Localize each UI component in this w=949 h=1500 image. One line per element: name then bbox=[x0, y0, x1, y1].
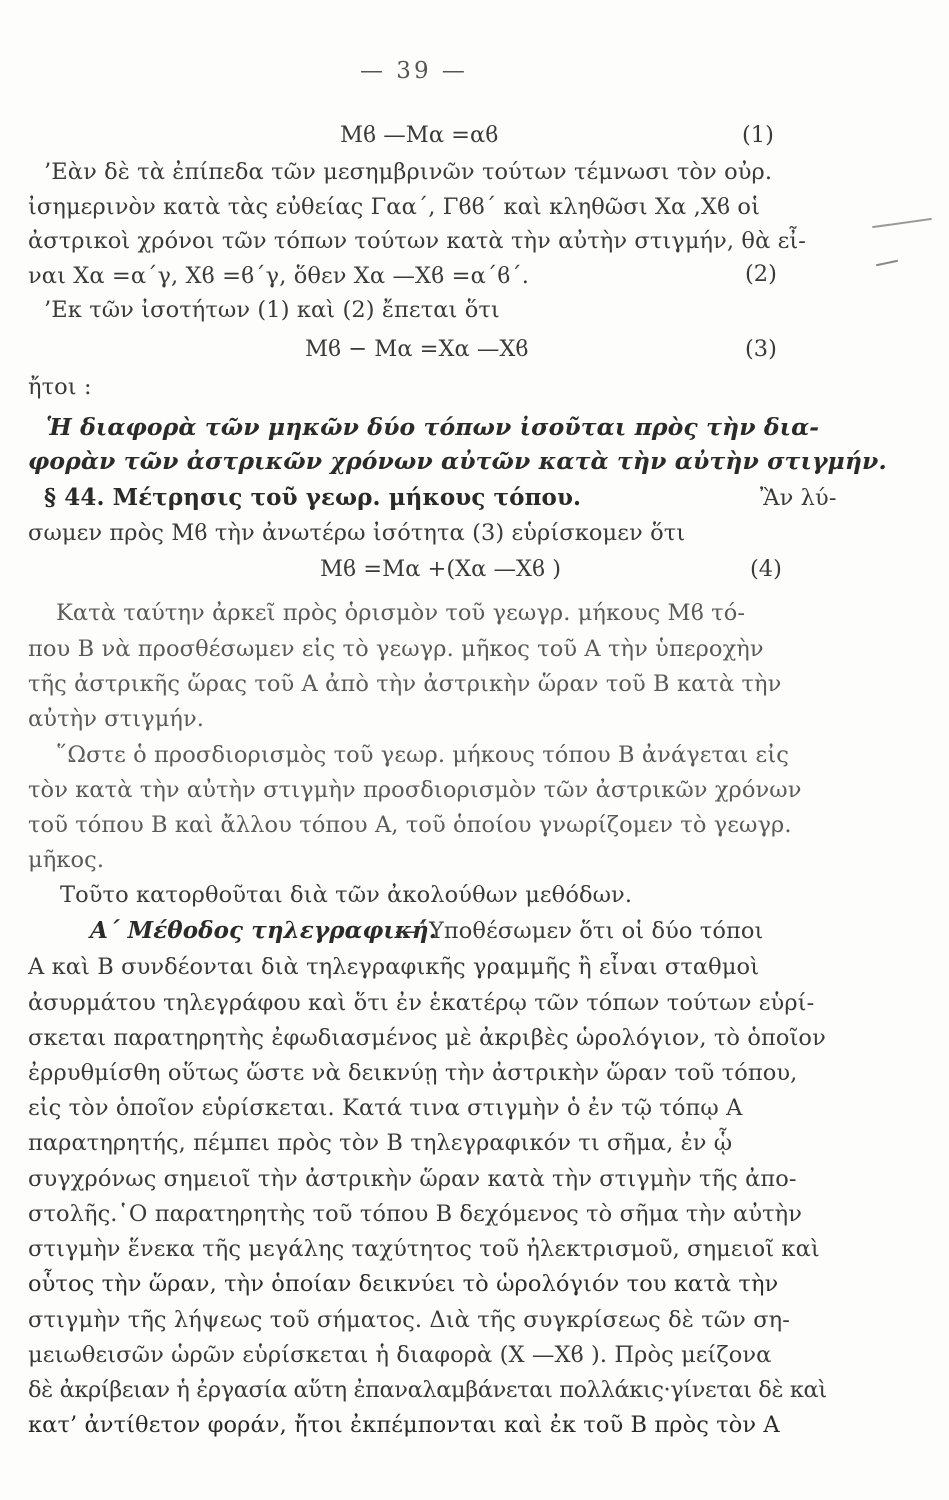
text-line: τοῦ τόπου Β καὶ ἄλλου τόπου Α, τοῦ ὁποίου γνωρίζομεν τὸ γεωγρ. bbox=[28, 812, 792, 838]
equation-4: Μϐ =Μα +(Χα —Χϐ ) bbox=[320, 556, 562, 582]
text-line: ναι Χα =α΄γ, Χϐ =ϐ΄γ, ὅθεν Χα —Χϐ =α΄ϐ΄. bbox=[28, 263, 530, 289]
text-line: στολῆς.῾Ο παρατηρητὴς τοῦ τόπου Β δεχόμενος τὸ σῆμα τὴν αὐτὴν bbox=[28, 1201, 803, 1227]
text-line: σωμεν πρὸς Μϐ τὴν ἀνωτέρω ἰσότητα (3) εὑρίσκομεν ὅτι bbox=[28, 520, 686, 546]
text-line: ἀστρικοὶ χρόνοι τῶν τόπων τούτων κατὰ τὴν αὐτὴν στιγμήν, θὰ εἶ- bbox=[28, 228, 806, 254]
text-line: ἰσημερινὸν κατὰ τὰς εὐθείας Γαα΄, Γϐϐ΄ καὶ κληθῶσι Χα ,Χϐ οἱ bbox=[28, 194, 760, 220]
section-heading: § 44. Μέτρησις τοῦ γεωρ. μήκους τόπου. bbox=[44, 484, 582, 511]
text-line: ἐρρυθμίσθη οὕτως ὥστε νὰ δεικνύῃ τὴν ἀστρικὴν ὥραν τοῦ τόπου, bbox=[28, 1060, 798, 1086]
equation-3: Μϐ − Μα =Χα —Χϐ bbox=[305, 336, 529, 362]
text-line: Ἂν λύ- bbox=[760, 485, 837, 511]
equation-4-number: (4) bbox=[750, 556, 782, 582]
text-line: ’Εὰν δὲ τὰ ἐπίπεδα τῶν μεσημβρινῶν τούτων τέμνωσι τὸν οὐρ. bbox=[44, 159, 773, 185]
text-line: ῞Ωστε ὁ προσδιορισμὸς τοῦ γεωρ. μήκους τόπου Β ἀνάγεται εἰς bbox=[56, 742, 789, 768]
equation-1-number: (1) bbox=[742, 122, 774, 148]
text-line: στιγμὴν ἕνεκα τῆς μεγάλης ταχύτητος τοῦ ἠλεκτρισμοῦ, σημειοῖ καὶ bbox=[28, 1236, 820, 1262]
margin-mark bbox=[876, 260, 898, 267]
theorem-line: φορὰν τῶν ἀστρικῶν χρόνων αὐτῶν κατὰ τὴν αὐτὴν στιγμήν. bbox=[28, 447, 887, 475]
page-number: — 39 — bbox=[360, 58, 468, 84]
text-line: οὗτος τὴν ὥραν, τὴν ὁποίαν δεικνύει τὸ ὡρολόγιόν του κατὰ τὴν bbox=[28, 1271, 779, 1297]
text-line: Κατὰ ταύτην ἀρκεῖ πρὸς ὁρισμὸν τοῦ γεωγρ. μήκους Μϐ τό- bbox=[56, 600, 746, 626]
text-line: ἤτοι : bbox=[28, 374, 92, 400]
text-line: σκεται παρατηρητὴς ἐφωδιασμένος μὲ ἀκριβὲς ὡρολόγιον, τὸ ὁποῖον bbox=[28, 1025, 826, 1051]
theorem-line: Ἡ διαφορὰ τῶν μηκῶν δύο τόπων ἰσοῦται πρὸς τὴν δια- bbox=[46, 413, 820, 441]
text-line: αὐτὴν στιγμήν. bbox=[28, 706, 205, 732]
text-line: κατ’ ἀντίθετον φοράν, ἤτοι ἐκπέμπονται καὶ ἐκ τοῦ Β πρὸς τὸν Α bbox=[28, 1412, 780, 1438]
text-line: συγχρόνως σημειοῖ τὴν ἀστρικὴν ὥραν κατὰ τὴν στιγμὴν τῆς ἀπο- bbox=[28, 1166, 797, 1192]
margin-mark bbox=[872, 218, 932, 228]
equation-1: Μϐ —Μα =αϐ bbox=[340, 122, 499, 148]
text-line: —῾Υποθέσωμεν ὅτι οἱ δύο τόποι bbox=[395, 918, 764, 944]
text-line: που Β νὰ προσθέσωμεν εἰς τὸ γεωγρ. μῆκος τοῦ Α τὴν ὑπεροχὴν bbox=[28, 636, 764, 662]
text-line: ἀσυρμάτου τηλεγράφου καὶ ὅτι ἐν ἑκατέρῳ τῶν τόπων τούτων εὑρί- bbox=[28, 990, 815, 1016]
text-line: στιγμὴν τῆς λήψεως τοῦ σήματος. Διὰ τῆς συγκρίσεως δὲ τῶν ση- bbox=[28, 1307, 790, 1333]
text-line: τὸν κατὰ τὴν αὐτὴν στιγμὴν προσδιορισμὸν τῶν ἀστρικῶν χρόνων bbox=[28, 777, 802, 803]
text-line: δὲ ἀκρίβειαν ἡ ἐργασία αὕτη ἐπαναλαμβάνεται πολλάκις·γίνεται δὲ καὶ bbox=[28, 1377, 827, 1403]
text-line: παρατηρητής, πέμπει πρὸς τὸν Β τηλεγραφικόν τι σῆμα, ἐν ᾧ bbox=[28, 1130, 733, 1156]
method-heading: Α΄ Μέθοδος τηλεγραφική. bbox=[90, 917, 437, 944]
text-line: τῆς ἀστρικῆς ὥρας τοῦ Α ἀπὸ τὴν ἀστρικὴν ὥραν τοῦ Β κατὰ τὴν bbox=[28, 671, 782, 697]
text-line: ’Εκ τῶν ἰσοτήτων (1) καὶ (2) ἔπεται ὅτι bbox=[44, 297, 500, 323]
text-line: μειωθεισῶν ὡρῶν εὑρίσκεται ἡ διαφορὰ (Χ —Χϐ ). Πρὸς μείζονα bbox=[28, 1342, 772, 1368]
text-line: μῆκος. bbox=[28, 847, 105, 873]
equation-2-number: (2) bbox=[745, 261, 777, 287]
text-line: Α καὶ Β συνδέονται διὰ τηλεγραφικῆς γραμμῆς ἢ εἶναι σταθμοὶ bbox=[28, 954, 760, 980]
text-line: Τοῦτο κατορθοῦται διὰ τῶν ἀκολούθων μεθόδων. bbox=[60, 882, 633, 908]
equation-3-number: (3) bbox=[745, 336, 777, 362]
text-line: εἰς τὸν ὁποῖον εὑρίσκεται. Κατά τινα στιγμὴν ὁ ἐν τῷ τόπῳ Α bbox=[28, 1095, 743, 1121]
